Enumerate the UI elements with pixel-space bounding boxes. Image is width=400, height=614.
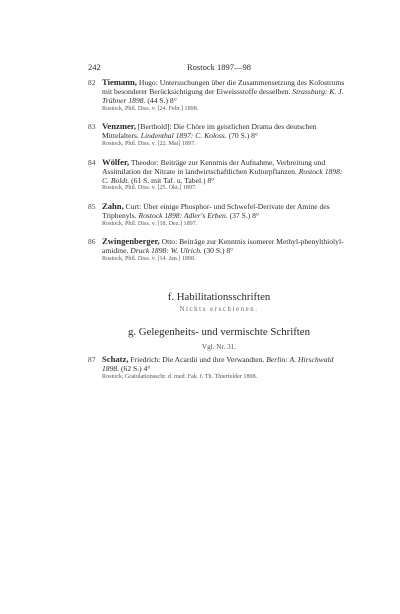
entry-body [102, 237, 350, 263]
entry-format: (44 S.) 8° [145, 95, 177, 105]
author-firstname: Theodor: [129, 157, 159, 167]
section-note-occasional: Vgl. Nr. 31. [201, 343, 237, 351]
entry-title: Die Chöre im geistlichen Drama des deutschen Mittelalters. [102, 122, 317, 141]
entry-number: 82 [88, 78, 96, 87]
entry-note: Rostock, Phil. Diss. v. [24. Febr.] 1898. [102, 105, 199, 112]
list-item [88, 78, 350, 113]
author-surname: Tiemann, [102, 77, 137, 87]
dissertation-list [88, 78, 350, 273]
entry-format: (70 S.) 8° [226, 131, 258, 141]
author-surname: Zwingenberger, [102, 236, 160, 247]
entry-publisher: Lindenthal 1897: C. Koloss. [138, 131, 227, 141]
entry-publisher: Rostock 1898: Adler's Erben. [136, 210, 228, 220]
occasional-list [88, 355, 350, 390]
entry-number: 86 [88, 237, 96, 247]
list-item [88, 202, 350, 228]
author-firstname: Hugo: [136, 78, 158, 87]
entry-title: Beiträge zur Kenntnis isomerer Methyl-phenylthiolyl-amidine. [102, 237, 344, 256]
entry-publisher: Druck 1898: W. Ulrich. [128, 246, 202, 256]
author-surname: Wölfer, [102, 156, 130, 167]
entry-body [102, 78, 350, 113]
entry-number: 87 [88, 355, 96, 364]
section-heading-habilitation: f. Habilitationsschriften [167, 291, 271, 303]
entry-body [102, 355, 350, 381]
author-firstname: Otto: [159, 237, 178, 247]
author-firstname: Curt: [123, 202, 142, 212]
entry-note: Rostock, Phil. Diss. v. [14. Jan.] 1898. [102, 256, 196, 263]
list-item [88, 355, 350, 381]
author-surname: Zahn, [102, 201, 124, 212]
entry-publisher: Strassburg: K. J. Trübner 1898. [102, 86, 344, 105]
list-item [88, 237, 350, 263]
entry-note: Rostock, Phil. Diss. v. [18. Dez.] 1897. [102, 220, 198, 227]
section-heading-occasional: g. Gelegenheits- und vermischte Schriften [128, 326, 310, 338]
entry-publisher: Rostock 1898: C. Boldt. [102, 166, 343, 185]
entry-note: Rostock, Gratulationsschr. d. med. Fak. f. Th. Thierfelder 1898. [102, 373, 258, 380]
page-header [88, 62, 350, 74]
author-surname: Venzmer, [102, 121, 136, 132]
author-surname: Schatz, [102, 354, 129, 364]
page-number: 242 [88, 62, 101, 72]
entry-number: 83 [88, 122, 96, 132]
entry-title: Die Acardii und ihre Verwandten. [160, 355, 265, 364]
entry-body [102, 122, 350, 148]
entry-title: Beiträge zur Kenntnis der Aufnahme, Verbreitung und Assimilation der Nitrate in landwirtschaftlichen Kulturpflanzen. [102, 157, 326, 176]
list-item [88, 122, 350, 148]
section-note-habilitation: Nichts erschienen. [179, 306, 259, 313]
entry-format: (61 S. mit Taf. u. Tabel.) 8° [129, 175, 215, 185]
entry-body [102, 202, 350, 228]
author-firstname: Friedrich: [128, 355, 161, 364]
entry-format: (30 S.) 8° [201, 246, 234, 256]
entry-body [102, 158, 350, 193]
list-item [88, 158, 350, 193]
entry-format: (37 S.) 8° [227, 210, 259, 220]
entry-title: Über einige Phosphor- und Schwefel-Derivate der Amine des Triphenyls. [102, 202, 330, 220]
entry-publisher: Berlin: A. Hirschwald 1898. [102, 355, 334, 373]
entry-number: 84 [88, 157, 96, 167]
entry-number: 85 [88, 202, 96, 212]
entry-note: Rostock, Phil. Diss. v. [22. Mai] 1897. [102, 141, 196, 148]
author-firstname: [Berthold]: [135, 122, 172, 132]
entry-title: Untersuchungen über die Zusammensetzung des Kolostrums mit besonderer Berücksichtigung der Eiweissstoffe desselben. [102, 78, 345, 96]
entry-format: (62 S.) 4° [119, 363, 151, 373]
running-title: Rostock 1897—98 [187, 62, 251, 72]
entry-note: Rostock, Phil. Diss. v. [25. Okt.] 1897. [102, 185, 197, 192]
